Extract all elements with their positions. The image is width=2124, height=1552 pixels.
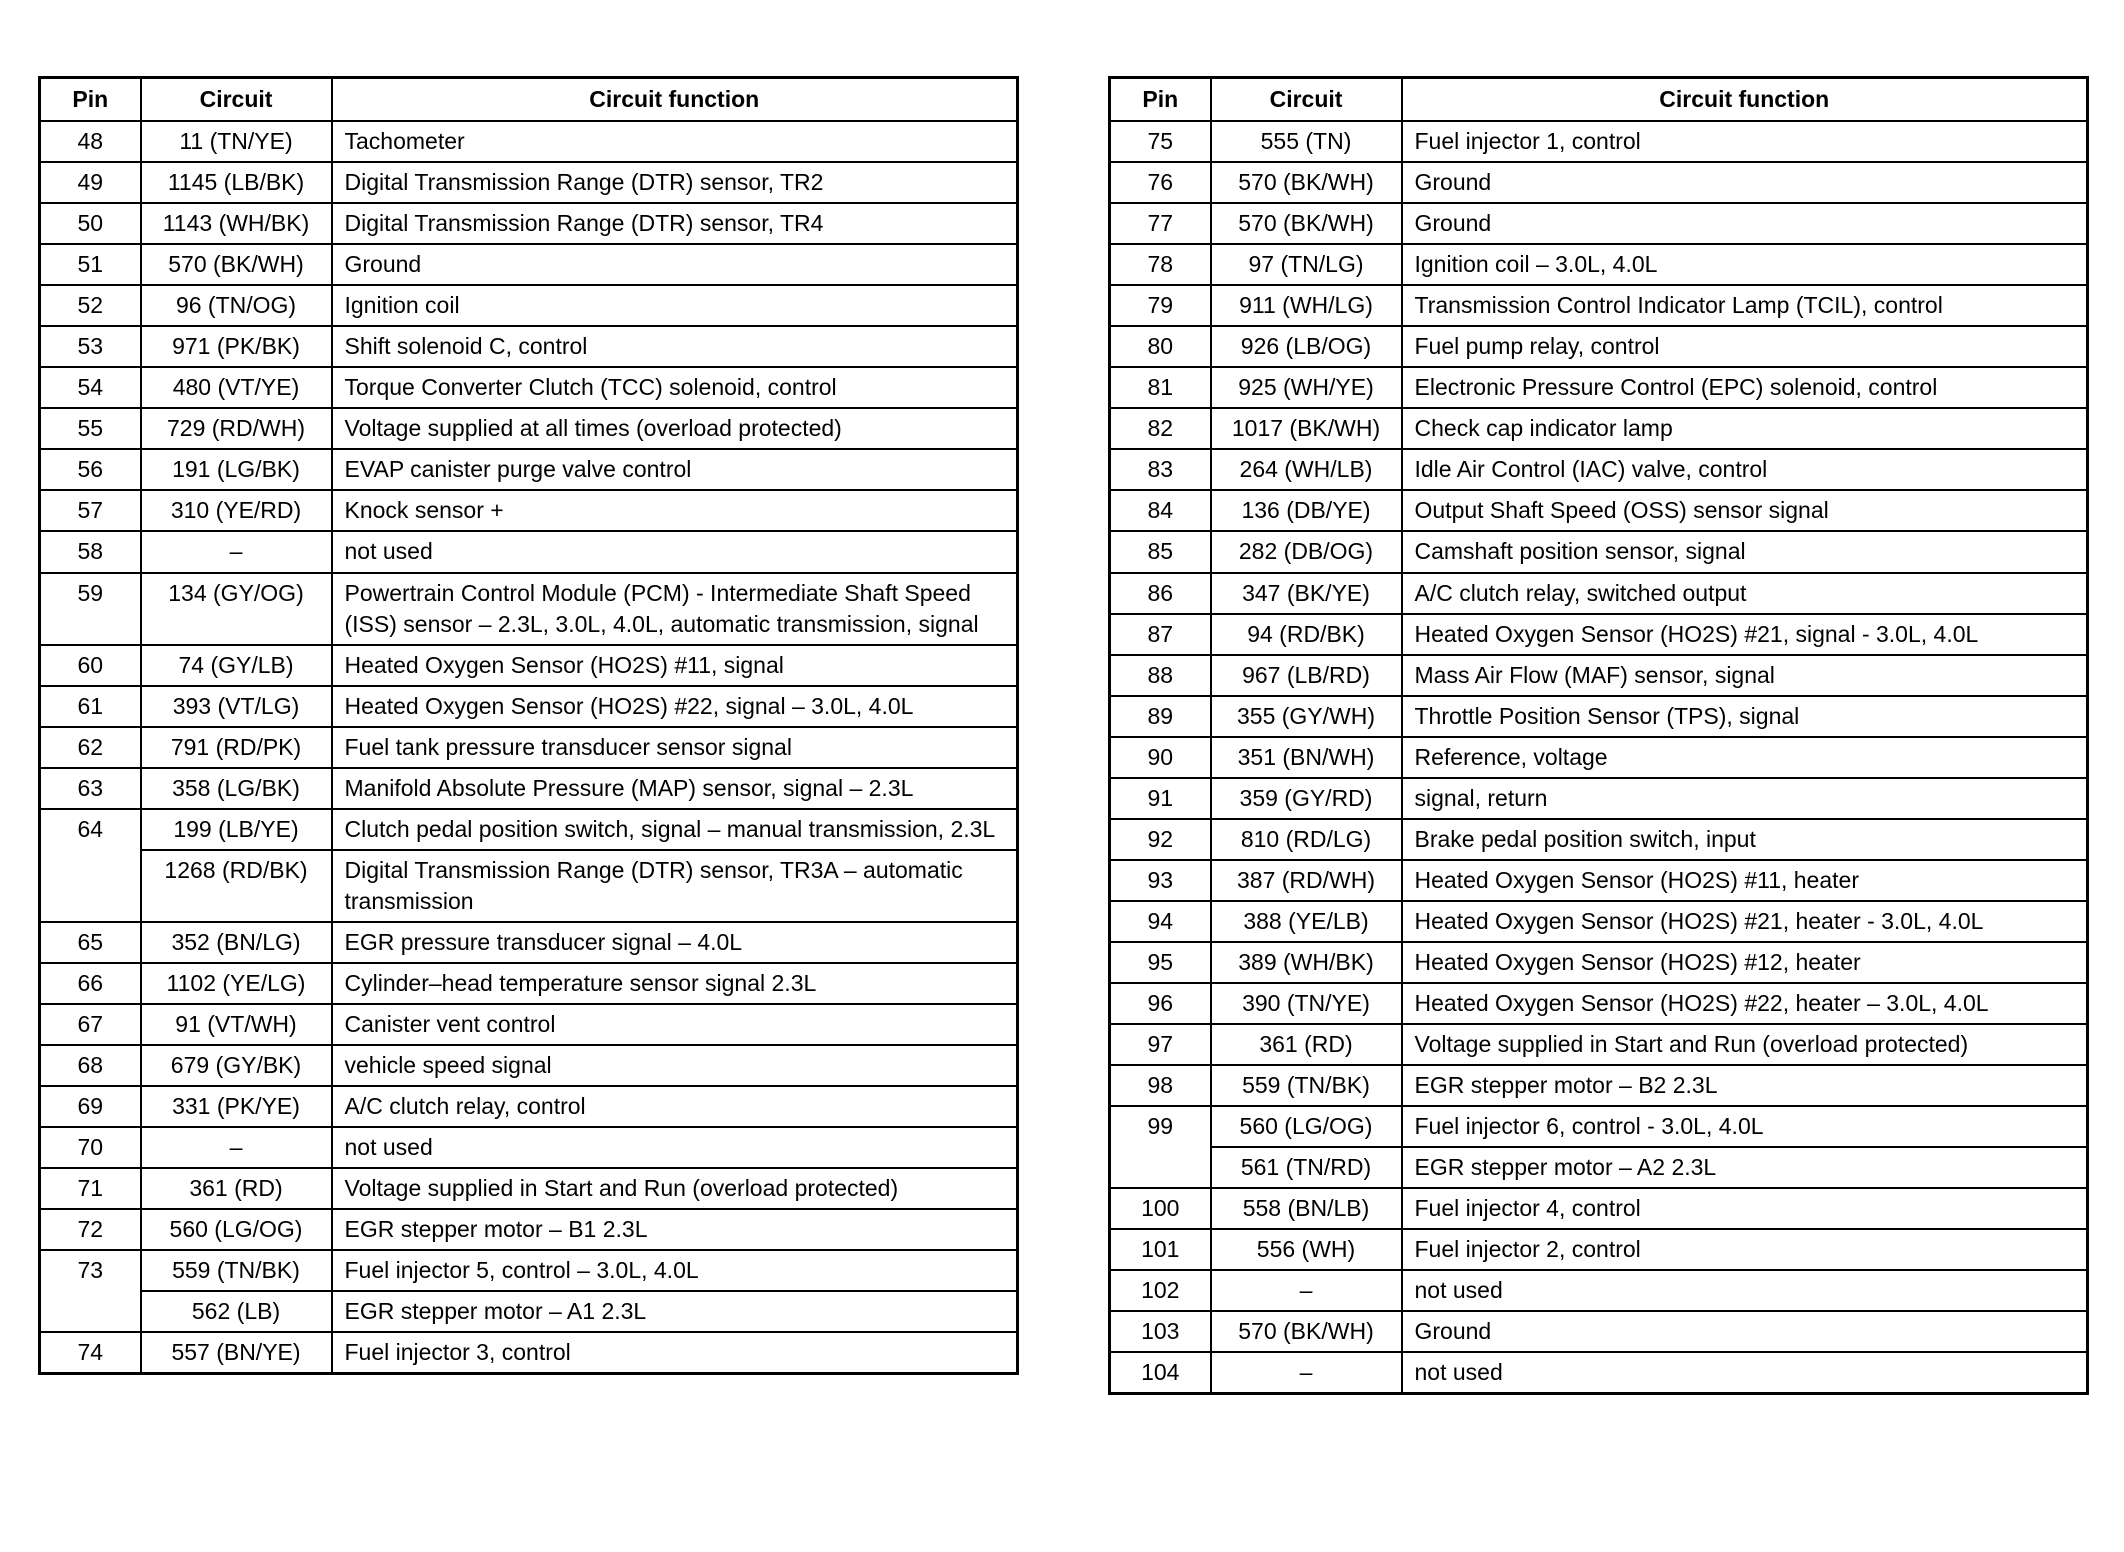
circuit-cell: 91 (VT/WH) — [141, 1004, 332, 1045]
table-row — [1110, 531, 2088, 572]
circuit-cell: 388 (YE/LB) — [1211, 901, 1402, 942]
circuit-cell: 94 (RD/BK) — [1211, 614, 1402, 655]
pin-cell: 75 — [1110, 121, 1211, 162]
table-row — [1110, 819, 2088, 860]
circuit-function-cell: Fuel injector 2, control — [1402, 1229, 2088, 1270]
right-pin-table — [1108, 76, 2089, 1395]
pin-cell: 93 — [1110, 860, 1211, 901]
pin-cell: 92 — [1110, 819, 1211, 860]
circuit-cell: 1017 (BK/WH) — [1211, 408, 1402, 449]
circuit-cell: – — [141, 531, 332, 572]
circuit-cell: 561 (TN/RD) — [1211, 1147, 1402, 1188]
circuit-function-cell: not used — [332, 531, 1018, 572]
table-row — [1110, 1024, 2088, 1065]
circuit-function-cell: not used — [1402, 1352, 2088, 1394]
circuit-function-cell: Ground — [1402, 203, 2088, 244]
table-row — [40, 449, 1018, 490]
table-row — [40, 326, 1018, 367]
circuit-function-cell: Throttle Position Sensor (TPS), signal — [1402, 696, 2088, 737]
pin-cell: 103 — [1110, 1311, 1211, 1352]
pin-cell: 69 — [40, 1086, 141, 1127]
circuit-cell: 387 (RD/WH) — [1211, 860, 1402, 901]
circuit-cell: 347 (BK/YE) — [1211, 573, 1402, 614]
circuit-function-cell: Ground — [1402, 162, 2088, 203]
table-row — [40, 1209, 1018, 1250]
table-row — [1110, 367, 2088, 408]
table-row — [1110, 1188, 2088, 1229]
circuit-function-cell: Camshaft position sensor, signal — [1402, 531, 2088, 572]
table-row — [40, 244, 1018, 285]
circuit-function-cell: Digital Transmission Range (DTR) sensor, TR3A – automatic transmission — [332, 850, 1018, 922]
circuit-function-cell: Output Shaft Speed (OSS) sensor signal — [1402, 490, 2088, 531]
circuit-cell: 729 (RD/WH) — [141, 408, 332, 449]
circuit-cell: 560 (LG/OG) — [141, 1209, 332, 1250]
circuit-function-cell: Voltage supplied at all times (overload protected) — [332, 408, 1018, 449]
table-row — [1110, 696, 2088, 737]
pin-cell: 53 — [40, 326, 141, 367]
circuit-cell: 11 (TN/YE) — [141, 121, 332, 162]
pin-cell: 58 — [40, 531, 141, 572]
table-row — [1110, 1065, 2088, 1106]
circuit-cell: 559 (TN/BK) — [1211, 1065, 1402, 1106]
circuit-function-cell: Ground — [1402, 1311, 2088, 1352]
circuit-function-cell: EGR stepper motor – A1 2.3L — [332, 1291, 1018, 1332]
circuit-cell: 331 (PK/YE) — [141, 1086, 332, 1127]
table-row — [1110, 162, 2088, 203]
table-row — [1110, 490, 2088, 531]
table-row — [1110, 244, 2088, 285]
table-row — [1110, 573, 2088, 614]
pin-cell: 71 — [40, 1168, 141, 1209]
circuit-function-cell: Manifold Absolute Pressure (MAP) sensor, signal – 2.3L — [332, 768, 1018, 809]
circuit-cell: – — [1211, 1270, 1402, 1311]
circuit-cell: 264 (WH/LB) — [1211, 449, 1402, 490]
circuit-cell: 74 (GY/LB) — [141, 645, 332, 686]
table-row — [1110, 860, 2088, 901]
pin-cell: 63 — [40, 768, 141, 809]
circuit-function-cell: vehicle speed signal — [332, 1045, 1018, 1086]
circuit-function-cell: EGR stepper motor – A2 2.3L — [1402, 1147, 2088, 1188]
circuit-function-cell: Ignition coil — [332, 285, 1018, 326]
pin-cell: 51 — [40, 244, 141, 285]
circuit-function-cell: Fuel pump relay, control — [1402, 326, 2088, 367]
table-row — [1110, 203, 2088, 244]
pin-cell: 67 — [40, 1004, 141, 1045]
table-row — [40, 1332, 1018, 1374]
circuit-cell: 562 (LB) — [141, 1291, 332, 1332]
circuit-cell: 558 (BN/LB) — [1211, 1188, 1402, 1229]
circuit-function-cell: EGR stepper motor – B1 2.3L — [332, 1209, 1018, 1250]
circuit-function-cell: not used — [1402, 1270, 2088, 1311]
circuit-function-cell: A/C clutch relay, control — [332, 1086, 1018, 1127]
pin-cell: 82 — [1110, 408, 1211, 449]
circuit-cell: 570 (BK/WH) — [1211, 1311, 1402, 1352]
pin-cell: 80 — [1110, 326, 1211, 367]
table-row — [40, 203, 1018, 244]
table-row — [40, 490, 1018, 531]
circuit-function-cell: Heated Oxygen Sensor (HO2S) #22, heater – 3.0L, 4.0L — [1402, 983, 2088, 1024]
circuit-function-cell: Voltage supplied in Start and Run (overload protected) — [1402, 1024, 2088, 1065]
pin-cell: 79 — [1110, 285, 1211, 326]
table-row — [1110, 285, 2088, 326]
pin-cell: 49 — [40, 162, 141, 203]
circuit-cell: 191 (LG/BK) — [141, 449, 332, 490]
circuit-function-cell: Knock sensor + — [332, 490, 1018, 531]
circuit-function-cell: Transmission Control Indicator Lamp (TCIL), control — [1402, 285, 2088, 326]
table-row — [40, 809, 1018, 850]
pin-cell: 66 — [40, 963, 141, 1004]
table-row — [40, 963, 1018, 1004]
pin-cell: 85 — [1110, 531, 1211, 572]
pin-cell: 54 — [40, 367, 141, 408]
pin-cell: 62 — [40, 727, 141, 768]
pin-header: Pin — [40, 78, 141, 122]
circuit-cell: – — [1211, 1352, 1402, 1394]
pin-cell: 60 — [40, 645, 141, 686]
pin-cell: 97 — [1110, 1024, 1211, 1065]
circuit-cell: 926 (LB/OG) — [1211, 326, 1402, 367]
left-pin-table — [38, 76, 1019, 1375]
circuit-header: Circuit — [1211, 78, 1402, 122]
circuit-cell: 352 (BN/LG) — [141, 922, 332, 963]
table-row — [40, 162, 1018, 203]
table-row — [40, 573, 1018, 645]
pin-header: Pin — [1110, 78, 1211, 122]
circuit-function-cell: Fuel injector 6, control - 3.0L, 4.0L — [1402, 1106, 2088, 1147]
circuit-cell: – — [141, 1127, 332, 1168]
table-row — [1110, 655, 2088, 696]
circuit-function-cell: Powertrain Control Module (PCM) - Intermediate Shaft Speed (ISS) sensor – 2.3L, 3.0L, 4.0L, automatic transmission, signal — [332, 573, 1018, 645]
table-row — [1110, 614, 2088, 655]
pin-cell: 99 — [1110, 1106, 1211, 1188]
table-row — [1110, 1270, 2088, 1311]
pin-cell: 83 — [1110, 449, 1211, 490]
circuit-cell: 967 (LB/RD) — [1211, 655, 1402, 696]
table-row — [40, 408, 1018, 449]
circuit-function-cell: EGR pressure transducer signal – 4.0L — [332, 922, 1018, 963]
circuit-function-cell: Heated Oxygen Sensor (HO2S) #11, signal — [332, 645, 1018, 686]
table-row — [1110, 778, 2088, 819]
pin-cell: 100 — [1110, 1188, 1211, 1229]
circuit-function-cell: Idle Air Control (IAC) valve, control — [1402, 449, 2088, 490]
circuit-function-cell: Clutch pedal position switch, signal – manual transmission, 2.3L — [332, 809, 1018, 850]
circuit-function-cell: Torque Converter Clutch (TCC) solenoid, control — [332, 367, 1018, 408]
pin-cell: 102 — [1110, 1270, 1211, 1311]
table-row — [1110, 1352, 2088, 1394]
pin-cell: 61 — [40, 686, 141, 727]
pin-cell: 48 — [40, 121, 141, 162]
circuit-function-cell: EVAP canister purge valve control — [332, 449, 1018, 490]
circuit-cell: 971 (PK/BK) — [141, 326, 332, 367]
circuit-function-cell: Shift solenoid C, control — [332, 326, 1018, 367]
circuit-function-cell: Canister vent control — [332, 1004, 1018, 1045]
circuit-function-cell: Fuel injector 4, control — [1402, 1188, 2088, 1229]
table-row — [1110, 449, 2088, 490]
circuit-cell: 351 (BN/WH) — [1211, 737, 1402, 778]
circuit-function-cell: Voltage supplied in Start and Run (overload protected) — [332, 1168, 1018, 1209]
circuit-function-cell: Heated Oxygen Sensor (HO2S) #21, heater - 3.0L, 4.0L — [1402, 901, 2088, 942]
pin-cell: 65 — [40, 922, 141, 963]
circuit-cell: 361 (RD) — [141, 1168, 332, 1209]
table-row — [40, 1291, 1018, 1332]
pin-cell: 57 — [40, 490, 141, 531]
table-row — [40, 922, 1018, 963]
table-row — [1110, 326, 2088, 367]
circuit-cell: 359 (GY/RD) — [1211, 778, 1402, 819]
circuit-cell: 310 (YE/RD) — [141, 490, 332, 531]
circuit-function-cell: Ground — [332, 244, 1018, 285]
circuit-header: Circuit — [141, 78, 332, 122]
circuit-cell: 393 (VT/LG) — [141, 686, 332, 727]
circuit-cell: 1268 (RD/BK) — [141, 850, 332, 922]
circuit-function-cell: Electronic Pressure Control (EPC) solenoid, control — [1402, 367, 2088, 408]
circuit-function-cell: Fuel injector 5, control – 3.0L, 4.0L — [332, 1250, 1018, 1291]
circuit-cell: 355 (GY/WH) — [1211, 696, 1402, 737]
circuit-cell: 97 (TN/LG) — [1211, 244, 1402, 285]
table-row — [40, 1250, 1018, 1291]
pin-cell: 95 — [1110, 942, 1211, 983]
table-row — [40, 531, 1018, 572]
table-row — [1110, 121, 2088, 162]
pin-cell: 55 — [40, 408, 141, 449]
circuit-function-cell: Reference, voltage — [1402, 737, 2088, 778]
circuit-cell: 911 (WH/LG) — [1211, 285, 1402, 326]
circuit-cell: 560 (LG/OG) — [1211, 1106, 1402, 1147]
circuit-cell: 282 (DB/OG) — [1211, 531, 1402, 572]
table-row — [1110, 1147, 2088, 1188]
circuit-function-cell: Fuel tank pressure transducer sensor signal — [332, 727, 1018, 768]
circuit-function-header: Circuit function — [1402, 78, 2088, 122]
circuit-function-cell: Tachometer — [332, 121, 1018, 162]
circuit-cell: 96 (TN/OG) — [141, 285, 332, 326]
pin-cell: 91 — [1110, 778, 1211, 819]
table-row — [1110, 942, 2088, 983]
left-header-row — [40, 78, 1018, 122]
pin-cell: 104 — [1110, 1352, 1211, 1394]
table-row — [40, 367, 1018, 408]
table-row — [1110, 1229, 2088, 1270]
circuit-function-cell: Brake pedal position switch, input — [1402, 819, 2088, 860]
circuit-function-cell: Heated Oxygen Sensor (HO2S) #21, signal - 3.0L, 4.0L — [1402, 614, 2088, 655]
pin-cell: 59 — [40, 573, 141, 645]
circuit-function-cell: Ignition coil – 3.0L, 4.0L — [1402, 244, 2088, 285]
circuit-cell: 389 (WH/BK) — [1211, 942, 1402, 983]
table-row — [40, 1045, 1018, 1086]
table-row — [40, 645, 1018, 686]
table-row — [40, 1086, 1018, 1127]
table-row — [1110, 408, 2088, 449]
circuit-function-header: Circuit function — [332, 78, 1018, 122]
pin-cell: 68 — [40, 1045, 141, 1086]
table-row — [1110, 1106, 2088, 1147]
circuit-cell: 480 (VT/YE) — [141, 367, 332, 408]
circuit-cell: 358 (LG/BK) — [141, 768, 332, 809]
table-row — [40, 1168, 1018, 1209]
pin-cell: 101 — [1110, 1229, 1211, 1270]
circuit-cell: 390 (TN/YE) — [1211, 983, 1402, 1024]
pin-cell: 87 — [1110, 614, 1211, 655]
circuit-cell: 361 (RD) — [1211, 1024, 1402, 1065]
circuit-cell: 136 (DB/YE) — [1211, 490, 1402, 531]
pin-cell: 50 — [40, 203, 141, 244]
circuit-function-cell: Heated Oxygen Sensor (HO2S) #22, signal – 3.0L, 4.0L — [332, 686, 1018, 727]
circuit-function-cell: Heated Oxygen Sensor (HO2S) #12, heater — [1402, 942, 2088, 983]
pin-cell: 98 — [1110, 1065, 1211, 1106]
circuit-function-cell: Digital Transmission Range (DTR) sensor, TR2 — [332, 162, 1018, 203]
pin-cell: 76 — [1110, 162, 1211, 203]
circuit-cell: 570 (BK/WH) — [141, 244, 332, 285]
pin-cell: 94 — [1110, 901, 1211, 942]
circuit-cell: 791 (RD/PK) — [141, 727, 332, 768]
table-row — [40, 1127, 1018, 1168]
table-row — [40, 686, 1018, 727]
circuit-cell: 925 (WH/YE) — [1211, 367, 1402, 408]
pin-cell: 77 — [1110, 203, 1211, 244]
table-row — [40, 285, 1018, 326]
pin-cell: 56 — [40, 449, 141, 490]
pin-cell: 90 — [1110, 737, 1211, 778]
pin-cell: 86 — [1110, 573, 1211, 614]
table-row — [40, 1004, 1018, 1045]
circuit-cell: 559 (TN/BK) — [141, 1250, 332, 1291]
pin-cell: 78 — [1110, 244, 1211, 285]
circuit-function-cell: Fuel injector 1, control — [1402, 121, 2088, 162]
circuit-function-cell: Digital Transmission Range (DTR) sensor, TR4 — [332, 203, 1018, 244]
circuit-cell: 1102 (YE/LG) — [141, 963, 332, 1004]
pin-cell: 88 — [1110, 655, 1211, 696]
pin-cell: 64 — [40, 809, 141, 922]
circuit-function-cell: Fuel injector 3, control — [332, 1332, 1018, 1374]
circuit-function-cell: Cylinder–head temperature sensor signal 2.3L — [332, 963, 1018, 1004]
pin-cell: 84 — [1110, 490, 1211, 531]
pin-cell: 96 — [1110, 983, 1211, 1024]
circuit-cell: 1143 (WH/BK) — [141, 203, 332, 244]
circuit-cell: 556 (WH) — [1211, 1229, 1402, 1270]
circuit-cell: 1145 (LB/BK) — [141, 162, 332, 203]
circuit-cell: 557 (BN/YE) — [141, 1332, 332, 1374]
circuit-function-cell: Mass Air Flow (MAF) sensor, signal — [1402, 655, 2088, 696]
circuit-cell: 199 (LB/YE) — [141, 809, 332, 850]
circuit-cell: 570 (BK/WH) — [1211, 203, 1402, 244]
right-header-row — [1110, 78, 2088, 122]
table-row — [1110, 737, 2088, 778]
circuit-cell: 134 (GY/OG) — [141, 573, 332, 645]
pin-cell: 70 — [40, 1127, 141, 1168]
circuit-cell: 555 (TN) — [1211, 121, 1402, 162]
pin-cell: 74 — [40, 1332, 141, 1374]
circuit-function-cell: EGR stepper motor – B2 2.3L — [1402, 1065, 2088, 1106]
pin-cell: 81 — [1110, 367, 1211, 408]
circuit-function-cell: Heated Oxygen Sensor (HO2S) #11, heater — [1402, 860, 2088, 901]
circuit-function-cell: Check cap indicator lamp — [1402, 408, 2088, 449]
table-row — [40, 850, 1018, 922]
table-row — [1110, 983, 2088, 1024]
circuit-cell: 570 (BK/WH) — [1211, 162, 1402, 203]
table-row — [40, 121, 1018, 162]
pin-cell: 52 — [40, 285, 141, 326]
table-row — [1110, 1311, 2088, 1352]
circuit-cell: 810 (RD/LG) — [1211, 819, 1402, 860]
circuit-function-cell: signal, return — [1402, 778, 2088, 819]
pin-cell: 72 — [40, 1209, 141, 1250]
table-row — [40, 727, 1018, 768]
circuit-function-cell: not used — [332, 1127, 1018, 1168]
pin-cell: 73 — [40, 1250, 141, 1332]
pin-cell: 89 — [1110, 696, 1211, 737]
circuit-function-cell: A/C clutch relay, switched output — [1402, 573, 2088, 614]
table-row — [1110, 901, 2088, 942]
table-row — [40, 768, 1018, 809]
circuit-cell: 679 (GY/BK) — [141, 1045, 332, 1086]
